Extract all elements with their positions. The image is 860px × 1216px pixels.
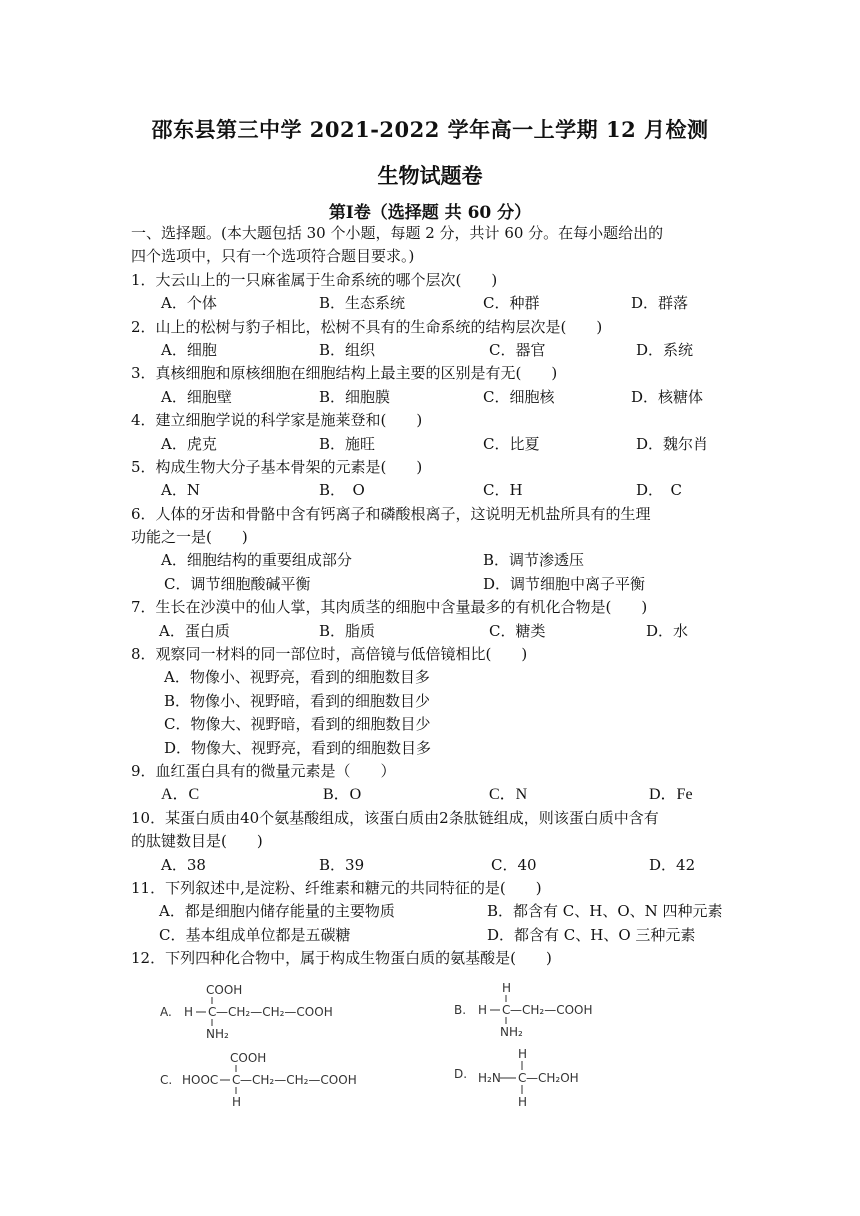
option-c: C．调节细胞酸碱平衡 [164,574,311,593]
options-row [131,549,731,572]
structure-left-group: H [478,1003,488,1017]
instructions-line: 一、选择题。(本大题包括 30 个小题，每题 2 分，共计 60 分。在每小题给出的 [131,224,664,242]
option-b: B．都含有 C、H、O、N 四种元素 [487,902,723,921]
question-stem: 9．血红蛋白具有的微量元素是（ ） [131,761,396,780]
option-a: A．虎克 [161,434,217,453]
options-row [131,292,731,315]
question-stem: 10．某蛋白质由40个氨基酸组成，该蛋白质由2条肽链组成，则该蛋白质中含有 [131,808,659,827]
option-b: B．39 [319,855,365,874]
options-row [131,854,731,877]
option-d: D．系统 [636,340,694,359]
option-d: D．42 [649,855,696,874]
option-b: B． O [319,481,365,500]
option-b: B．调节渗透压 [483,551,585,570]
option-a: A．都是细胞内储存能量的主要物质 [159,902,395,921]
options-row [131,339,731,362]
question-list [131,222,731,971]
page-title: 邵东县第三中学 2021-2022 学年高一上学期 12 月检测 [151,117,709,142]
option-d: D．都含有 C、H、O 三种元素 [487,925,696,944]
option-c: C．种群 [483,294,540,313]
structure-bottom-group: H [232,1095,242,1109]
option-d: D．核糖体 [631,387,704,406]
structure-top-group: H [502,981,512,995]
structure-bottom-group: NH₂ [500,1025,523,1039]
structure-label: B. [454,1003,467,1017]
option-c: C．物像大、视野暗，看到的细胞数目少 [164,715,431,734]
option-c: C．细胞核 [483,387,555,406]
question-stem: 3．真核细胞和原核细胞在细胞结构上最主要的区别是有无( ) [131,364,558,383]
option-d: D．Fe [649,786,693,804]
option-a: A．细胞壁 [161,387,232,406]
options-row [131,573,731,596]
options-row [131,479,731,502]
question-stem: 2．山上的松树与豹子相比，松树不具有的生命系统的结构层次是( ) [131,317,603,336]
option-b: B．脂质 [319,621,376,640]
option-d: D． C [636,481,683,500]
option-b: B．O [323,786,362,804]
structure-label: C. [160,1073,173,1087]
structure-chain: —CH₂OH [526,1071,579,1085]
option-c: C．基本组成单位都是五碳糖 [159,925,351,944]
option-a: A．N [161,481,200,500]
options-row [131,620,731,643]
page-subtitle: 生物试题卷 [377,163,483,188]
option-d: D．群落 [631,294,689,313]
option-a: A．物像小、视野亮，看到的细胞数目多 [164,668,430,687]
option-c: C．比夏 [483,434,540,453]
structure-top-group: H [518,1047,528,1061]
structure-b [452,980,632,1042]
option-c: C．40 [491,855,537,874]
question-stem: 1．大云山上的一只麻雀属于生命系统的哪个层次( ) [131,270,498,289]
section-title: 第Ⅰ卷（选择题 共 60 分） [328,203,532,223]
option-b: B．物像小、视野暗，看到的细胞数目少 [164,691,431,710]
structure-a [158,982,378,1044]
structure-bottom-group: NH₂ [206,1027,229,1041]
structure-top-group: COOH [206,983,243,997]
svg-text:C: C [232,1073,241,1087]
question-stem: 7．生长在沙漠中的仙人掌，其肉质茎的细胞中含量最多的有机化合物是( ) [131,598,648,617]
options-row [131,433,731,456]
option-a: A．38 [161,855,206,874]
option-b: B．施旺 [319,434,376,453]
svg-text:C: C [208,1005,217,1019]
option-c: C．糖类 [489,621,546,640]
svg-text:C: C [518,1071,527,1085]
instructions-line: 四个选项中，只有一个选项符合题目要求。) [131,247,415,266]
option-c: C．器官 [489,340,546,359]
question-stem: 11．下列叙述中,是淀粉、纤维素和糖元的共同特征的是( ) [131,878,542,897]
option-b: B．细胞膜 [319,387,391,406]
structure-left-group: HOOC [182,1073,219,1087]
options-row [131,783,731,806]
structure-chain: —CH₂—CH₂—COOH [216,1005,333,1019]
question-stem: 8．观察同一材料的同一部位时，高倍镜与低倍镜相比( ) [131,645,528,664]
option-d: D．物像大、视野亮，看到的细胞数目多 [164,738,432,757]
option-d: D．水 [646,621,689,640]
question-stem: 12．下列四种化合物中，属于构成生物蛋白质的氨基酸是( ) [131,949,552,968]
structure-d [452,1046,632,1110]
structure-top-group: COOH [230,1051,267,1065]
option-a: A．细胞 [161,340,217,359]
option-b: B．组织 [319,340,376,359]
svg-text:C: C [502,1003,511,1017]
question-stem: 5．构成生物大分子基本骨架的元素是( ) [131,457,423,476]
option-c: C．H [483,481,523,500]
structure-label: D. [454,1067,468,1081]
option-d: D．魏尔肖 [636,434,709,453]
options-row [131,386,731,409]
structure-chain: —CH₂—CH₂—COOH [240,1073,357,1087]
question-stem: 功能之一是( ) [131,528,248,547]
options-row [131,900,731,923]
structure-bottom-group: H [518,1095,528,1109]
question-stem: 6．人体的牙齿和骨骼中含有钙离子和磷酸根离子，这说明无机盐所具有的生理 [131,504,651,523]
option-b: B．生态系统 [319,294,406,313]
structure-left-group: H [184,1005,194,1019]
option-d: D．调节细胞中离子平衡 [483,574,646,593]
options-row [131,924,731,947]
structure-chain: —CH₂—COOH [510,1003,593,1017]
structure-c [158,1050,378,1112]
option-c: C．N [489,786,528,804]
structure-label: A. [160,1005,172,1019]
option-a: A．个体 [161,294,217,313]
question-stem: 的肽键数目是( ) [131,832,263,851]
option-a: A．C [161,786,200,804]
option-a: A．细胞结构的重要组成部分 [161,551,352,570]
question-stem: 4．建立细胞学说的科学家是施莱登和( ) [131,411,423,430]
option-a: A．蛋白质 [159,621,230,640]
structure-left-group: H₂N [478,1071,501,1085]
